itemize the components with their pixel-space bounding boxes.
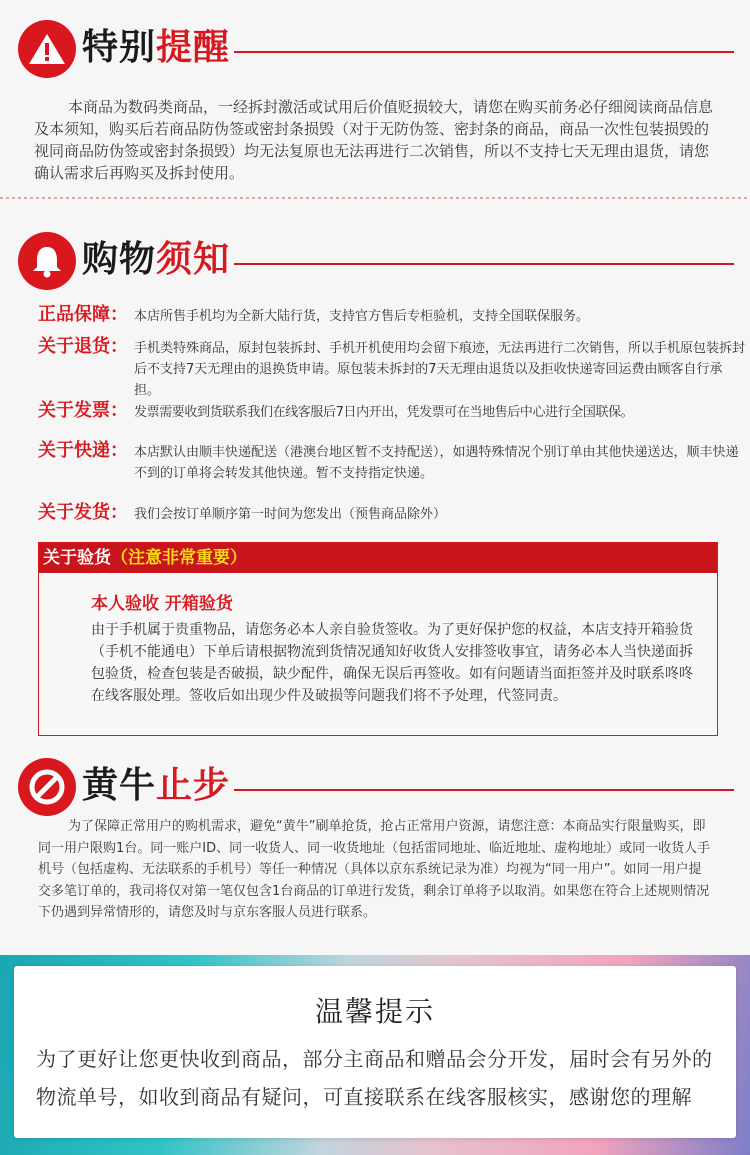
list-item	[38, 304, 750, 328]
row-text: 发票需要收到货联系我们在线客服后7日内开出，凭发票可在当地售后中心进行全国联保。	[134, 405, 634, 420]
scalper-title: 黄牛止步	[82, 765, 231, 806]
warm-tip-body: 为了更好让您更快收到商品，部分主商品和赠品会分开发，届时会有另外的物流单号，如收到商品有疑问，可直接联系在线客服核实，感谢您的理解	[36, 1047, 713, 1109]
inspection-header: 关于验货（注意非常重要）	[39, 543, 717, 573]
special-notice-body: 本商品为数码类商品，一经拆封激活或试用后价值贬损较大，请您在购买前务必仔细阅读商品信息及本须知，购买后若商品防伪签或密封条损毁（对于无防伪签、密封条的商品，商品一次性包装损毁的视同商品防伪签或密封条损毁）均无法复原也无法再进行二次销售，所以不支持七天无理由退货，请您确认需求后再购买及拆封使用。	[34, 98, 714, 182]
special-notice-title: 特别提醒	[82, 27, 231, 68]
row-text: 本店所售手机均为全新大陆行货，支持官方售后专柜验机，支持全国联保服务。	[134, 309, 590, 324]
row-label: 关于发票：	[38, 400, 128, 421]
row-label: 关于快递：	[38, 440, 128, 461]
row-label: 关于发货：	[38, 502, 128, 523]
shopping-notice-header	[18, 232, 734, 292]
inspection-subtitle: 本人验收 开箱验货	[91, 594, 233, 614]
header-divider	[234, 263, 734, 265]
list-item	[38, 400, 750, 424]
row-text: 我们会按订单顺序第一时间为您发出（预售商品除外）	[134, 507, 447, 522]
list-item	[38, 440, 750, 484]
warm-tip-card	[14, 966, 736, 1138]
special-notice-header	[18, 20, 734, 80]
prohibited-icon	[18, 758, 76, 816]
shopping-notice-title: 购物须知	[82, 239, 231, 280]
row-text: 手机类特殊商品，原封包装拆封、手机开机使用均会留下痕迹，无法再进行二次销售，所以手机原包装拆封后不支持7天无理由的退换货申请。原包装未拆封的7天无理由退货以及拒收快递寄回运费由顾客自行承担。	[134, 341, 746, 398]
row-label: 正品保障：	[38, 304, 128, 325]
scalper-body: 为了保障正常用户的购机需求，避免“黄牛”刷单抢货，抢占正常用户资源，请您注意：本商品实行限量购买，即同一用户限购1台。同一账户ID、同一收货人、同一收货地址（包括雷同地址、临近地址、虚构地址）或同一收货人手机号（包括虚构、无法联系的手机号）等任一种情况（具体以京东系统记录为准）均视为“同一用户”。如同一用户提交多笔订单的，我司将仅对第一笔仅包含1台商品的订单进行发货，剩余订单将予以取消。如果您在符合上述规则情况下仍遇到异常情形的，请您及时与京东客服人员进行联系。	[38, 819, 711, 920]
row-label: 关于退货：	[38, 336, 128, 357]
header-divider	[234, 789, 734, 791]
bell-icon	[18, 232, 76, 290]
inspection-body: 由于手机属于贵重物品，请您务必本人亲自验货签收。为了更好保护您的权益，本店支持开箱验货（手机不能通电）下单后请根据物流到货情况通知好收货人安排签收事宜，请务必本人当快递面拆包验货，检查包装是否破损，缺少配件，确保无误后再签收。如有问题请当面拒签并及时联系咚咚在线客服处理。签收后如出现少件及破损等问题我们将不予处理，代签同责。	[91, 622, 693, 704]
list-item	[38, 502, 750, 526]
header-divider	[234, 51, 734, 53]
row-text: 本店默认由顺丰快递配送（港澳台地区暂不支持配送），如遇特殊情况个别订单由其他快递送达，顺丰快递不到的订单将会转发其他快递。暂不支持指定快递。	[134, 445, 739, 481]
inspection-box	[38, 542, 718, 736]
warning-icon	[18, 20, 76, 78]
section-divider	[0, 197, 750, 199]
list-item	[38, 336, 750, 402]
scalper-header	[18, 758, 734, 818]
warm-tip-title: 温馨提示	[314, 995, 435, 1028]
